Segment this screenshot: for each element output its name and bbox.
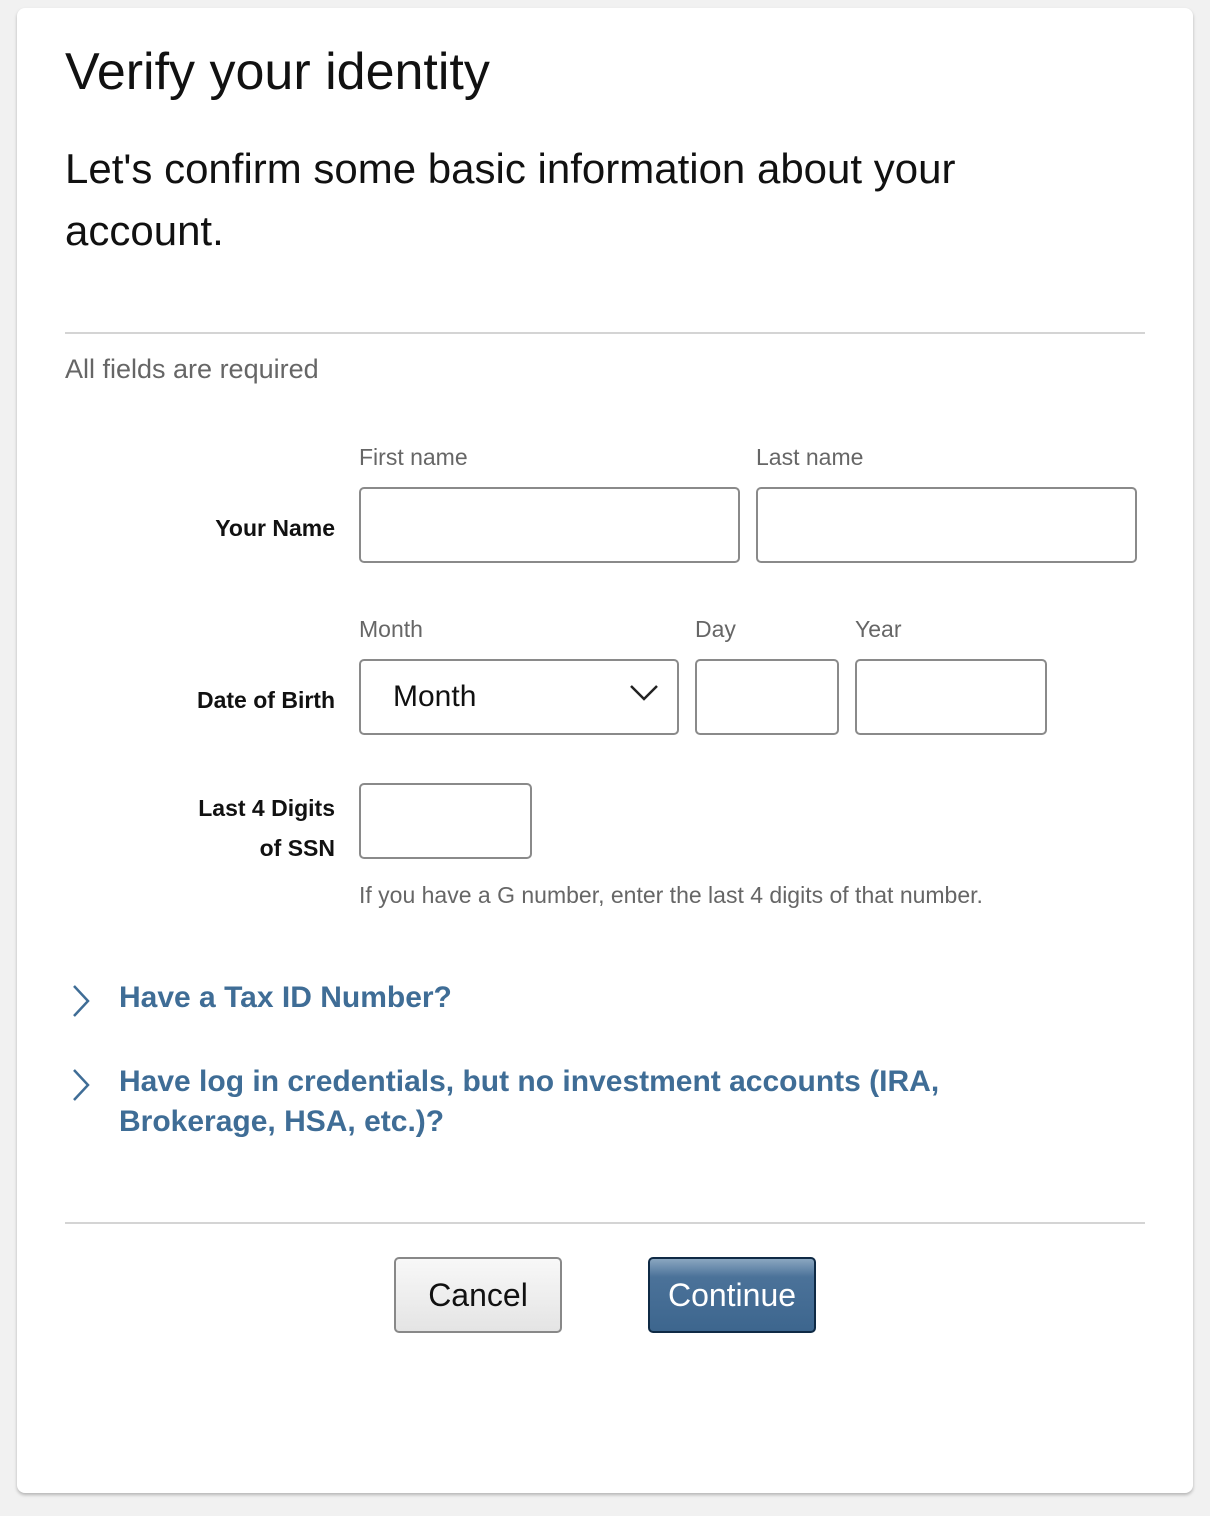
divider (65, 332, 1145, 334)
tax-id-accordion[interactable] (65, 978, 452, 1018)
tax-id-accordion-label: Have a Tax ID Number? (119, 981, 452, 1014)
page-subtitle: Let's confirm some basic information about your account. (65, 145, 956, 254)
your-name-label: Your Name (215, 515, 335, 541)
month-label: Month (359, 616, 423, 642)
ssn-label-line1: Last 4 Digits (198, 795, 335, 821)
ssn-hint: If you have a G number, enter the last 4 digits of that number. (359, 882, 983, 908)
month-select[interactable] (359, 659, 679, 735)
year-input[interactable] (855, 659, 1047, 735)
required-note: All fields are required (65, 354, 319, 384)
verify-identity-card (17, 8, 1193, 1493)
page-title: Verify your identity (65, 43, 490, 101)
chevron-right-icon (71, 984, 91, 1018)
chevron-right-icon (71, 1068, 91, 1102)
ssn-last4-input[interactable] (359, 783, 532, 859)
chevron-down-icon (629, 683, 659, 703)
date-of-birth-label: Date of Birth (197, 687, 335, 713)
divider (65, 1222, 1145, 1224)
day-input[interactable] (695, 659, 839, 735)
cancel-button[interactable]: Cancel (394, 1257, 562, 1333)
first-name-input[interactable] (359, 487, 740, 563)
month-select-value: Month (393, 680, 477, 713)
last-name-label: Last name (756, 444, 864, 470)
year-label: Year (855, 616, 902, 642)
ssn-label-line2: of SSN (259, 835, 335, 861)
continue-button[interactable]: Continue (648, 1257, 816, 1333)
last-name-input[interactable] (756, 487, 1137, 563)
credentials-accordion-label: Have log in credentials, but no investment accounts (IRA, Brokerage, HSA, etc.)? (119, 1065, 940, 1138)
day-label: Day (695, 616, 736, 642)
first-name-label: First name (359, 444, 468, 470)
credentials-accordion[interactable] (65, 1062, 1025, 1142)
